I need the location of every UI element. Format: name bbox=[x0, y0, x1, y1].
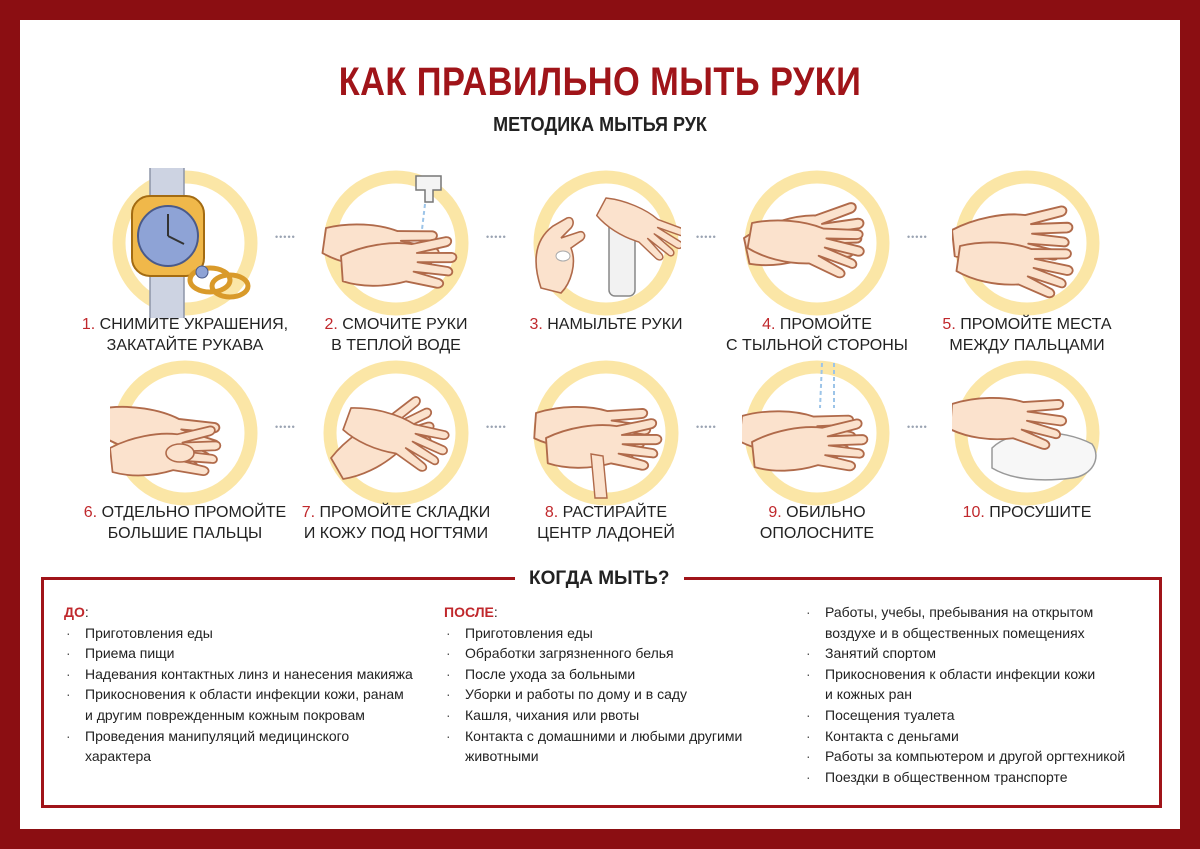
list-item-line: · Кашля, чихания или рвоты bbox=[465, 706, 640, 723]
list-item bbox=[444, 684, 804, 705]
list-item bbox=[804, 705, 1144, 726]
list-item-line: · Приема пищи bbox=[85, 645, 175, 662]
after-list-continued bbox=[804, 602, 1144, 787]
step-number: 1. bbox=[81, 316, 96, 333]
list-item-line: и другим поврежденным кожным покровам bbox=[85, 706, 365, 723]
step-text-line-2: В ТЕПЛОЙ ВОДЕ bbox=[331, 337, 461, 354]
list-item bbox=[804, 726, 1144, 747]
step-separator-dots: ••••• bbox=[696, 422, 717, 432]
list-item-line: животными bbox=[465, 748, 539, 765]
list-item bbox=[64, 726, 424, 767]
step-number: 6. bbox=[83, 504, 98, 521]
step-caption bbox=[501, 502, 711, 544]
step-caption bbox=[922, 502, 1132, 523]
step-caption bbox=[922, 314, 1132, 356]
after-heading: ПОСЛЕ bbox=[444, 604, 494, 620]
before-heading: ДО bbox=[64, 604, 85, 620]
after-column-continued bbox=[804, 602, 1144, 787]
list-item bbox=[804, 767, 1144, 788]
step-text-line-1: ПРОСУШИТЕ bbox=[984, 504, 1092, 521]
step-text-line-2: ЦЕНТР ЛАДОНЕЙ bbox=[537, 525, 675, 542]
step-text-line-2: МЕЖДУ ПАЛЬЦАМИ bbox=[949, 337, 1105, 354]
list-item-line: · Занятий спортом bbox=[825, 645, 937, 662]
list-item bbox=[444, 643, 804, 664]
before-list bbox=[64, 623, 424, 767]
before-column: ДО: · Приготовления еды · Приема пищи · Надевания контактных линз и нанесения макияжа · Прикосновения к области инфекции кожи, ранам и другим поврежденным кожным покровам · Проведения манипуляций медицинского характера bbox=[64, 602, 424, 767]
step-caption bbox=[501, 314, 711, 335]
poster-sheet bbox=[20, 20, 1180, 829]
step-text-line-2: БОЛЬШИЕ ПАЛЬЦЫ bbox=[107, 525, 263, 542]
step-number: 8. bbox=[544, 504, 559, 521]
list-item bbox=[804, 602, 1144, 643]
step-number: 4. bbox=[762, 316, 776, 333]
step-caption bbox=[80, 314, 290, 356]
step-separator-dots: ••••• bbox=[907, 422, 928, 432]
step-caption bbox=[712, 502, 922, 544]
list-item-line: · Поездки в общественном транспорте bbox=[825, 768, 1068, 785]
step-number: 2. bbox=[324, 316, 338, 333]
list-item bbox=[444, 664, 804, 685]
step-text-line-1: СМОЧИТЕ РУКИ bbox=[337, 316, 468, 333]
interlaced-fingers-icon bbox=[952, 168, 1102, 318]
list-item-line: · Приготовления еды bbox=[465, 624, 593, 641]
list-item bbox=[64, 643, 424, 664]
list-item bbox=[64, 664, 424, 685]
watch-ring-icon bbox=[110, 168, 260, 318]
step-number: 10. bbox=[962, 504, 985, 521]
list-item bbox=[804, 643, 1144, 664]
step-text-line-1: ПРОМОЙТЕ СКЛАДКИ bbox=[315, 504, 491, 521]
towel-dry-icon bbox=[952, 358, 1102, 508]
step-text-line-2: И КОЖУ ПОД НОГТЯМИ bbox=[303, 525, 489, 542]
list-item bbox=[444, 705, 804, 726]
step-text-line-2: ЗАКАТАЙТЕ РУКАВА bbox=[106, 337, 264, 354]
step-separator-dots: ••••• bbox=[907, 232, 928, 242]
step-text-line-1: ОТДЕЛЬНО ПРОМОЙТЕ bbox=[97, 504, 287, 521]
step-text-line-1: СНИМИТЕ УКРАШЕНИЯ, bbox=[95, 316, 289, 333]
step-number: 5. bbox=[942, 316, 956, 333]
list-item-line: · Обработки загрязненного белья bbox=[465, 645, 674, 662]
after-column: ПОСЛЕ: · Приготовления еды · Обработки загрязненного белья · После ухода за больными · Уборки и работы по дому и в саду · Кашля, чихания или рвоты · Контакта с домашними и любыми другими животными bbox=[444, 602, 804, 767]
step-number: 9. bbox=[768, 504, 782, 521]
step-caption bbox=[291, 502, 501, 544]
hands-back-icon bbox=[742, 168, 892, 318]
list-item-line: · Проведения манипуляций медицинского bbox=[85, 727, 350, 744]
page-title: КАК ПРАВИЛЬНО МЫТЬ РУКИ bbox=[338, 60, 862, 104]
step-number: 7. bbox=[301, 504, 316, 521]
list-item bbox=[444, 623, 804, 644]
list-item-line: и кожных ран bbox=[825, 686, 912, 703]
palm-rub-icon bbox=[531, 358, 681, 508]
step-caption bbox=[80, 502, 290, 544]
list-item bbox=[64, 684, 424, 725]
page-subtitle: МЕТОДИКА МЫТЬЯ РУК bbox=[493, 114, 707, 136]
list-item-line: · Прикосновения к области инфекции кожи bbox=[825, 665, 1096, 682]
thumb-wash-icon bbox=[110, 358, 260, 508]
list-item bbox=[444, 726, 804, 767]
rinse-icon bbox=[742, 358, 892, 508]
list-item-line: характера bbox=[85, 748, 152, 765]
list-item-line: · После ухода за больными bbox=[465, 665, 636, 682]
list-item bbox=[804, 664, 1144, 705]
step-text-line-1: ПРОМОЙТЕ bbox=[775, 316, 872, 333]
step-separator-dots: ••••• bbox=[486, 422, 507, 432]
list-item-line: · Надевания контактных линз и нанесения макияжа bbox=[85, 665, 413, 682]
list-item-line: воздухе и в общественных помещениях bbox=[825, 624, 1085, 641]
step-text-line-2: С ТЫЛЬНОЙ СТОРОНЫ bbox=[726, 337, 908, 354]
step-separator-dots: ••••• bbox=[275, 422, 296, 432]
step-text-line-1: НАМЫЛЬТЕ РУКИ bbox=[542, 316, 683, 333]
step-text-line-1: ОБИЛЬНО ОПОЛОСНИТЕ bbox=[759, 504, 875, 542]
list-item bbox=[64, 623, 424, 644]
list-item-line: · Работы, учебы, пребывания на открытом bbox=[825, 604, 1094, 620]
step-text-line-1: ПРОМОЙТЕ МЕСТА bbox=[955, 316, 1112, 333]
list-item-line: · Уборки и работы по дому и в саду bbox=[465, 686, 688, 703]
step-separator-dots: ••••• bbox=[275, 232, 296, 242]
step-text-line-1: РАСТИРАЙТЕ bbox=[558, 504, 668, 521]
step-caption bbox=[291, 314, 501, 356]
list-item-line: · Приготовления еды bbox=[85, 624, 213, 641]
nails-wash-icon bbox=[321, 358, 471, 508]
after-list bbox=[444, 623, 804, 767]
list-item-line: · Работы за компьютером и другой оргтехникой bbox=[825, 748, 1126, 765]
list-item-line: · Контакта с домашними и любыми другими bbox=[465, 727, 743, 744]
when-title: КОГДА МЫТЬ? bbox=[515, 568, 684, 590]
soap-bottle-icon bbox=[531, 168, 681, 318]
list-item bbox=[804, 746, 1144, 767]
list-item-line: · Прикосновения к области инфекции кожи, ранам bbox=[85, 686, 404, 703]
tap-water-icon bbox=[321, 168, 471, 318]
step-separator-dots: ••••• bbox=[486, 232, 507, 242]
step-caption bbox=[712, 314, 922, 356]
list-item-line: · Контакта с деньгами bbox=[825, 727, 959, 744]
step-number: 3. bbox=[529, 316, 543, 333]
step-separator-dots: ••••• bbox=[696, 232, 717, 242]
list-item-line: · Посещения туалета bbox=[825, 706, 955, 723]
